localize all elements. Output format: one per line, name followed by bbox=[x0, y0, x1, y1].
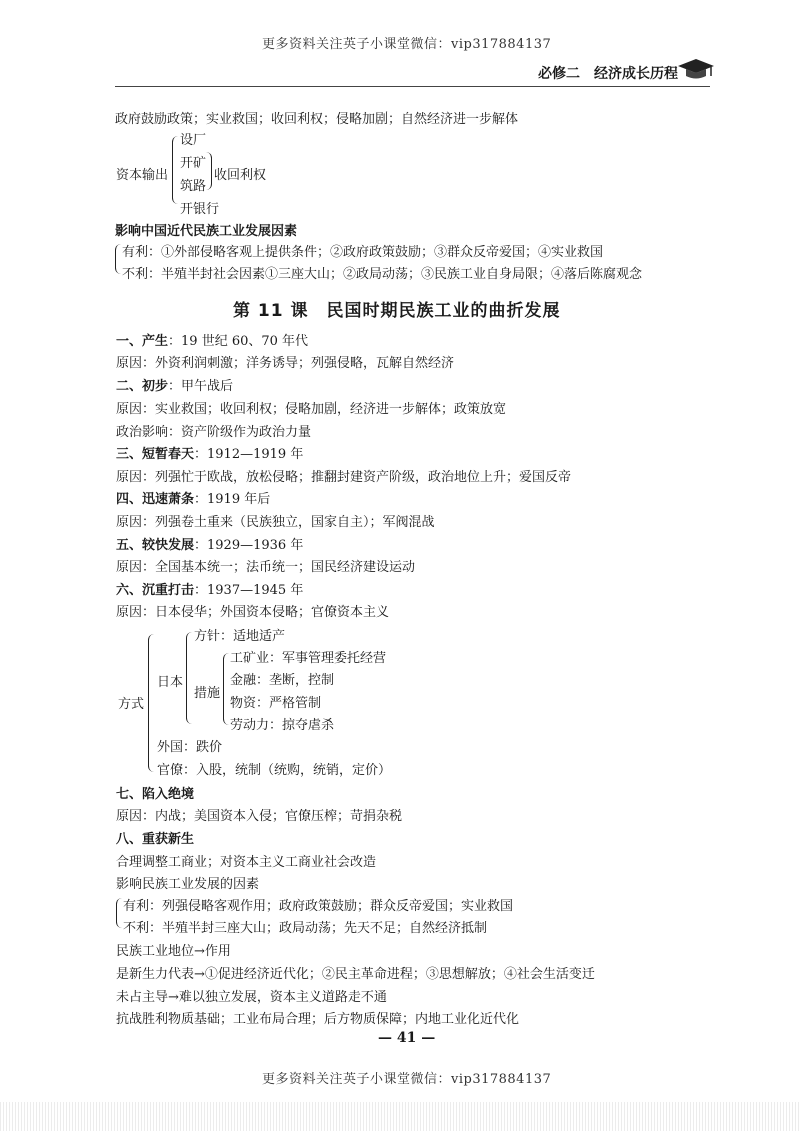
ways-brace bbox=[148, 634, 156, 772]
section-heading-line bbox=[116, 443, 303, 462]
factors-title: 影响中国近代民族工业发展因素 bbox=[115, 224, 298, 239]
section8-factors-positive: 有利：列强侵略客观作用；政府政策鼓励；群众反帝爱国；实业救国 bbox=[123, 899, 514, 914]
section-line: 原因：全国基本统一；法币统一；国民经济建设运动 bbox=[116, 560, 416, 575]
section-text: ：甲午战后 bbox=[168, 379, 234, 394]
section-heading-line bbox=[116, 488, 270, 507]
section-text: ：1912—1919 年 bbox=[194, 447, 304, 462]
section-line: 原因：实业救国；收回利权；侵略加剧，经济进一步解体；政策放宽 bbox=[116, 402, 507, 417]
section-heading-line bbox=[116, 579, 303, 598]
section7-heading: 七、陷入绝境 bbox=[116, 787, 195, 802]
section8-role2: 未占主导→难以独立发展，资本主义道路走不通 bbox=[116, 990, 387, 1005]
capital-item: 开银行 bbox=[180, 202, 220, 217]
lesson-title: 第 11 课 民国时期民族工业的曲折发展 bbox=[233, 301, 561, 321]
section-heading: 三、短暂春天 bbox=[116, 447, 195, 462]
factors-negative: 不利：半殖半封社会因素①三座大山；②政局动荡；③民族工业自身局限；④落后陈腐观念 bbox=[122, 267, 643, 282]
capital-item: 开矿 bbox=[180, 156, 207, 171]
capital-label: 资本输出 bbox=[116, 168, 169, 183]
section-line: 原因：列强忙于欧战，放松侵略；推翻封建资产阶级，政治地位上升；爱国反帝 bbox=[116, 470, 572, 485]
measure-item: 物资：严格管制 bbox=[230, 696, 322, 711]
ways-foreign: 外国：跌价 bbox=[157, 740, 223, 755]
capital-item: 筑路 bbox=[180, 179, 207, 194]
section-text: ：1937—1945 年 bbox=[194, 583, 304, 598]
factors-brace bbox=[115, 244, 121, 274]
measures-brace bbox=[223, 653, 230, 725]
header-book: 必修二 bbox=[538, 66, 580, 82]
section8-factors-title: 影响民族工业发展的因素 bbox=[116, 877, 260, 892]
factors-positive: 有利：①外部侵略客观上提供条件；②政府政策鼓励；③群众反帝爱国；④实业救国 bbox=[122, 245, 604, 260]
section-heading: 一、产生 bbox=[116, 334, 169, 349]
ways-label: 方式 bbox=[118, 697, 145, 712]
measure-item: 金融：垄断，控制 bbox=[230, 673, 335, 688]
section-heading-line bbox=[116, 534, 303, 553]
capital-right-brace bbox=[206, 152, 212, 190]
scan-noise-strip bbox=[0, 1102, 800, 1131]
page-number: — 41 — bbox=[378, 1030, 436, 1046]
ways-policy: 方针：适地适产 bbox=[194, 629, 286, 644]
capital-result: 收回利权 bbox=[214, 168, 267, 183]
ways-japan: 日本 bbox=[157, 675, 184, 690]
ways-measures-label: 措施 bbox=[194, 686, 221, 701]
header-rule bbox=[115, 86, 710, 87]
section8-heading: 八、重获新生 bbox=[116, 832, 195, 847]
section-line: 政治影响：资产阶级作为政治力量 bbox=[116, 425, 312, 440]
graduation-cap-icon bbox=[676, 56, 716, 86]
section-heading: 五、较快发展 bbox=[116, 538, 195, 553]
section-heading: 二、初步 bbox=[116, 379, 169, 394]
section8-line1: 合理调整工商业；对资本主义工商业社会改造 bbox=[116, 855, 377, 870]
section8-factors-brace bbox=[116, 898, 122, 928]
capital-brace bbox=[172, 136, 179, 204]
section8-role1: 是新生力代表→①促进经济近代化；②民主革命进程；③思想解放；④社会生活变迁 bbox=[116, 967, 595, 982]
section8-status: 民族工业地位→作用 bbox=[116, 944, 231, 959]
top-line1: 政府鼓励政策；实业救国；收回利权；侵略加剧；自然经济进一步解体 bbox=[115, 112, 519, 127]
watermark-top: 更多资料关注英子小课堂微信：vip317884137 bbox=[262, 37, 552, 52]
capital-item: 设厂 bbox=[180, 133, 207, 148]
ways-bureaucrat: 官僚：入股，统制（统购，统销，定价） bbox=[157, 763, 392, 778]
section-line: 原因：外资利润刺激；洋务诱导；列强侵略，瓦解自然经济 bbox=[116, 356, 455, 371]
measure-item: 工矿业：军事管理委托经营 bbox=[230, 651, 387, 666]
section-text: ：19 世纪 60、70 年代 bbox=[168, 334, 309, 349]
section-text: ：1919 年后 bbox=[194, 492, 271, 507]
watermark-bottom: 更多资料关注英子小课堂微信：vip317884137 bbox=[262, 1072, 552, 1087]
japan-brace bbox=[186, 632, 193, 724]
section-line: 原因：日本侵华；外国资本侵略；官僚资本主义 bbox=[116, 605, 390, 620]
section7-line: 原因：内战；美国资本入侵；官僚压榨；苛捐杂税 bbox=[116, 809, 403, 824]
section-text: ：1929—1936 年 bbox=[194, 538, 304, 553]
section-heading-line bbox=[116, 375, 233, 394]
header-title: 经济成长历程 bbox=[594, 66, 678, 82]
section-line: 原因：列强卷土重来（民族独立，国家自主）；军阀混战 bbox=[116, 515, 435, 530]
section-heading: 六、沉重打击 bbox=[116, 583, 195, 598]
measure-item: 劳动力：掠夺虐杀 bbox=[230, 718, 335, 733]
section-heading-line bbox=[116, 330, 308, 349]
section8-factors-negative: 不利：半殖半封三座大山；政局动荡；先天不足；自然经济抵制 bbox=[123, 921, 488, 936]
section-heading: 四、迅速萧条 bbox=[116, 492, 195, 507]
section8-role3: 抗战胜利物质基础；工业布局合理；后方物质保障；内地工业化近代化 bbox=[116, 1012, 520, 1027]
